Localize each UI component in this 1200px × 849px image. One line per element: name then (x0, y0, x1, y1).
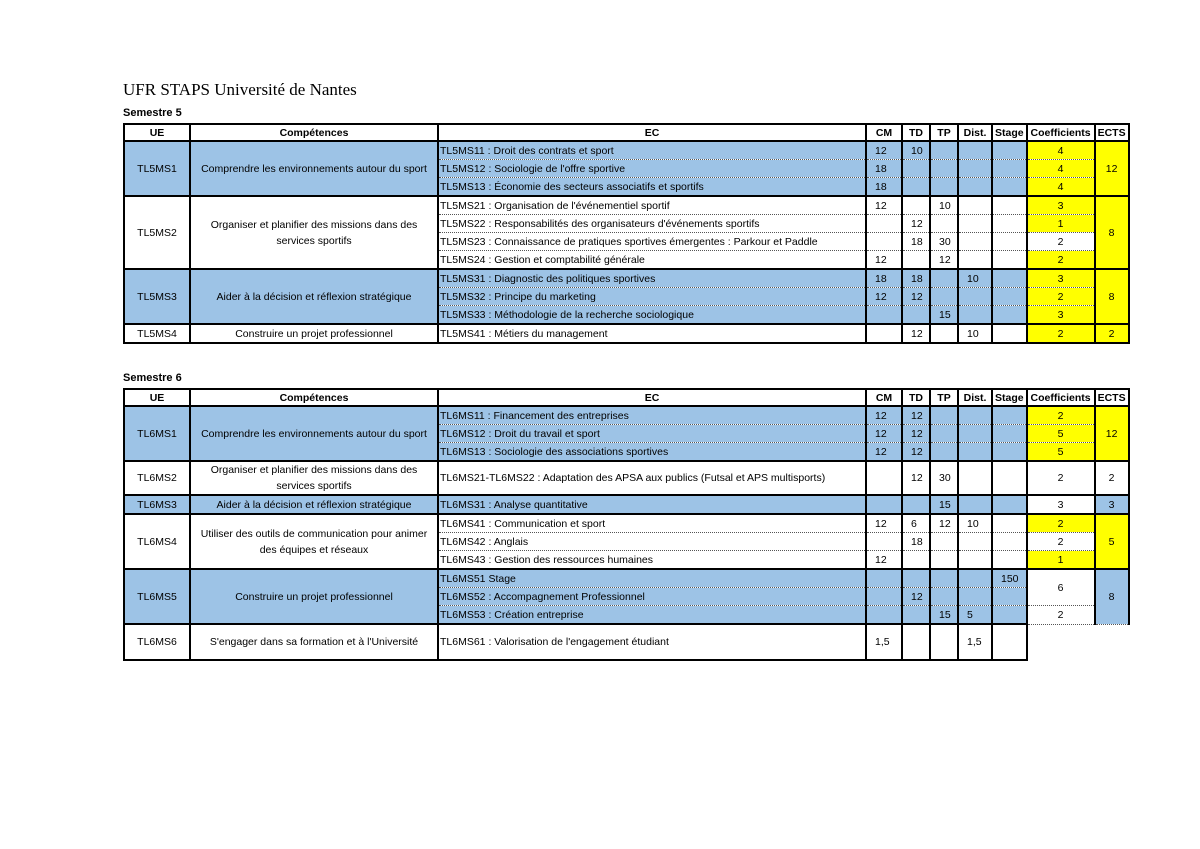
stage-hours (992, 461, 1027, 495)
table-row (124, 461, 1129, 495)
dist-hours (958, 406, 992, 425)
header-td: TD (902, 389, 930, 406)
dist-hours: 10 (958, 269, 992, 288)
header-competence: Compétences (190, 389, 438, 406)
cm-hours: 12 (866, 425, 902, 443)
td-hours (902, 306, 930, 325)
tp-hours: 12 (930, 251, 958, 270)
ec-label: TL6MS52 : Accompagnement Professionnel (438, 588, 866, 606)
cm-hours: 12 (866, 514, 902, 533)
stage-hours (992, 495, 1027, 514)
competence: Aider à la décision et réflexion stratégique (190, 495, 438, 514)
stage-hours (992, 425, 1027, 443)
competence: Organiser et planifier des missions dans des services sportifs (190, 461, 438, 495)
stage-hours (992, 215, 1027, 233)
tp-hours (930, 569, 958, 588)
competence: Aider à la décision et réflexion stratégique (190, 269, 438, 324)
header-ec: EC (438, 389, 866, 406)
tp-hours: 30 (930, 233, 958, 251)
cm-hours: 18 (866, 269, 902, 288)
competence: Comprendre les environnements autour du sport (190, 141, 438, 196)
cm-hours (866, 233, 902, 251)
ects-credits: 8 (1095, 569, 1129, 624)
dist-hours (958, 533, 992, 551)
ec-label: TL6MS53 : Création entreprise (438, 606, 866, 625)
coefficient: 2 (1027, 514, 1095, 533)
dist-hours (958, 215, 992, 233)
table-row (124, 324, 1129, 343)
ects-credits: 12 (1095, 406, 1129, 461)
stage-hours (992, 288, 1027, 306)
stage-hours (992, 588, 1027, 606)
coefficient: 2 (1027, 324, 1095, 343)
coefficient: 2 (1027, 606, 1095, 625)
ects-empty (1095, 624, 1129, 660)
ec-label: TL5MS33 : Méthodologie de la recherche sociologique (438, 306, 866, 325)
stage-hours (992, 514, 1027, 533)
header-tp: TP (930, 389, 958, 406)
cm-hours (866, 588, 902, 606)
tp-hours (930, 406, 958, 425)
ue-code: TL6MS3 (124, 495, 190, 514)
dist-hours: 1,5 (958, 624, 992, 660)
tp-hours: 15 (930, 606, 958, 625)
ects-credits: 5 (1095, 514, 1129, 569)
ue-code: TL6MS5 (124, 569, 190, 624)
ec-label: TL5MS24 : Gestion et comptabilité générale (438, 251, 866, 270)
ec-label: TL6MS43 : Gestion des ressources humaines (438, 551, 866, 570)
stage-hours (992, 160, 1027, 178)
header-stage: Stage (992, 389, 1027, 406)
table-row (124, 624, 1129, 660)
coefficient: 3 (1027, 196, 1095, 215)
header-cm: CM (866, 389, 902, 406)
cm-hours (866, 569, 902, 588)
td-hours: 6 (902, 514, 930, 533)
tp-hours (930, 624, 958, 660)
dist-hours: 5 (958, 606, 992, 625)
header-ects: ECTS (1095, 124, 1129, 141)
cm-hours: 12 (866, 251, 902, 270)
ec-label: TL5MS31 : Diagnostic des politiques sportives (438, 269, 866, 288)
cm-hours (866, 215, 902, 233)
semestre-5-label: Semestre 5 (123, 107, 182, 119)
tp-hours (930, 443, 958, 462)
ue-code: TL6MS2 (124, 461, 190, 495)
dist-hours: 10 (958, 514, 992, 533)
coefficient: 4 (1027, 141, 1095, 160)
ec-label: TL6MS42 : Anglais (438, 533, 866, 551)
tp-hours: 15 (930, 495, 958, 514)
dist-hours (958, 588, 992, 606)
dist-hours (958, 288, 992, 306)
cm-hours (866, 461, 902, 495)
header-dist: Dist. (958, 389, 992, 406)
ue-code: TL6MS4 (124, 514, 190, 569)
table-row (124, 495, 1129, 514)
cm-hours (866, 533, 902, 551)
td-hours: 12 (902, 288, 930, 306)
cm-hours: 12 (866, 141, 902, 160)
header-row (124, 389, 1129, 406)
dist-hours (958, 251, 992, 270)
header-ue: UE (124, 124, 190, 141)
td-hours (902, 569, 930, 588)
tp-hours (930, 160, 958, 178)
coefficient: 4 (1027, 160, 1095, 178)
coefficient: 2 (1027, 233, 1095, 251)
header-competence: Compétences (190, 124, 438, 141)
coefficient: 5 (1027, 443, 1095, 462)
dist-hours (958, 196, 992, 215)
coefficient (1027, 624, 1095, 660)
cm-hours (866, 495, 902, 514)
coefficient: 3 (1027, 306, 1095, 325)
table-row (124, 514, 1129, 533)
tp-hours (930, 425, 958, 443)
stage-hours (992, 306, 1027, 325)
dist-hours (958, 569, 992, 588)
header-ec: EC (438, 124, 866, 141)
ec-label: TL5MS41 : Métiers du management (438, 324, 866, 343)
td-hours (902, 606, 930, 625)
cm-hours (866, 606, 902, 625)
ec-label: TL6MS21-TL6MS22 : Adaptation des APSA aux publics (Futsal et APS multisports) (438, 461, 866, 495)
header-coefficients: Coefficients (1027, 389, 1095, 406)
stage-hours: 150 (992, 569, 1027, 588)
td-hours: 12 (902, 425, 930, 443)
cm-hours: 12 (866, 406, 902, 425)
header-row (124, 124, 1129, 141)
header-dist: Dist. (958, 124, 992, 141)
cm-hours: 12 (866, 551, 902, 570)
tp-hours (930, 269, 958, 288)
coefficient: 1 (1027, 215, 1095, 233)
ue-code: TL5MS3 (124, 269, 190, 324)
header-stage: Stage (992, 124, 1027, 141)
ec-label: TL6MS31 : Analyse quantitative (438, 495, 866, 514)
ects-credits: 2 (1095, 324, 1129, 343)
dist-hours (958, 461, 992, 495)
td-hours: 18 (902, 233, 930, 251)
stage-hours (992, 533, 1027, 551)
td-hours: 12 (902, 324, 930, 343)
coefficient: 2 (1027, 461, 1095, 495)
semestre-6-label: Semestre 6 (123, 372, 182, 384)
cm-hours (866, 324, 902, 343)
tp-hours: 15 (930, 306, 958, 325)
table-row (124, 406, 1129, 425)
ects-credits: 2 (1095, 461, 1129, 495)
stage-hours (992, 141, 1027, 160)
ec-label: TL6MS51 Stage (438, 569, 866, 588)
tp-hours: 12 (930, 514, 958, 533)
ec-label: TL5MS22 : Responsabilités des organisateurs d'événements sportifs (438, 215, 866, 233)
td-hours: 18 (902, 533, 930, 551)
stage-hours (992, 624, 1027, 660)
td-hours (902, 196, 930, 215)
tp-hours (930, 141, 958, 160)
dist-hours (958, 233, 992, 251)
stage-hours (992, 406, 1027, 425)
ec-label: TL6MS12 : Droit du travail et sport (438, 425, 866, 443)
stage-hours (992, 606, 1027, 625)
table-row (124, 196, 1129, 215)
stage-hours (992, 269, 1027, 288)
td-hours: 12 (902, 443, 930, 462)
td-hours: 10 (902, 141, 930, 160)
stage-hours (992, 196, 1027, 215)
dist-hours (958, 551, 992, 570)
td-hours: 12 (902, 588, 930, 606)
coefficient: 6 (1027, 569, 1095, 606)
ec-label: TL6MS61 : Valorisation de l'engagement étudiant (438, 624, 866, 660)
coefficient: 2 (1027, 251, 1095, 270)
stage-hours (992, 251, 1027, 270)
tp-hours (930, 588, 958, 606)
ue-code: TL6MS1 (124, 406, 190, 461)
page-title: UFR STAPS Université de Nantes (123, 80, 357, 99)
ec-label: TL5MS21 : Organisation de l'événementiel sportif (438, 196, 866, 215)
td-hours (902, 495, 930, 514)
ue-code: TL5MS2 (124, 196, 190, 269)
coefficient: 5 (1027, 425, 1095, 443)
td-hours (902, 551, 930, 570)
dist-hours (958, 443, 992, 462)
tp-hours: 30 (930, 461, 958, 495)
td-hours (902, 160, 930, 178)
td-hours (902, 178, 930, 197)
td-hours (902, 251, 930, 270)
td-hours: 12 (902, 461, 930, 495)
tp-hours (930, 551, 958, 570)
dist-hours (958, 178, 992, 197)
semestre-6-table (123, 388, 1130, 661)
ec-label: TL6MS13 : Sociologie des associations sportives (438, 443, 866, 462)
ects-credits: 8 (1095, 269, 1129, 324)
tp-hours (930, 288, 958, 306)
stage-hours (992, 324, 1027, 343)
coefficient: 4 (1027, 178, 1095, 197)
dist-hours (958, 160, 992, 178)
cm-hours: 18 (866, 160, 902, 178)
cm-hours: 18 (866, 178, 902, 197)
ue-code: TL5MS1 (124, 141, 190, 196)
td-hours: 12 (902, 215, 930, 233)
ects-credits: 3 (1095, 495, 1129, 514)
coefficient: 3 (1027, 495, 1095, 514)
coefficient: 1 (1027, 551, 1095, 570)
dist-hours (958, 141, 992, 160)
dist-hours (958, 425, 992, 443)
tp-hours (930, 178, 958, 197)
dist-hours (958, 306, 992, 325)
ec-label: TL5MS13 : Économie des secteurs associatifs et sportifs (438, 178, 866, 197)
tp-hours (930, 533, 958, 551)
ec-label: TL5MS12 : Sociologie de l'offre sportive (438, 160, 866, 178)
td-hours: 18 (902, 269, 930, 288)
header-coefficients: Coefficients (1027, 124, 1095, 141)
competence: Utiliser des outils de communication pour animer des équipes et réseaux (190, 514, 438, 569)
ue-code: TL6MS6 (124, 624, 190, 660)
tp-hours (930, 324, 958, 343)
dist-hours: 10 (958, 324, 992, 343)
header-cm: CM (866, 124, 902, 141)
stage-hours (992, 551, 1027, 570)
cm-hours: 1,5 (866, 624, 902, 660)
tp-hours (930, 215, 958, 233)
header-ects: ECTS (1095, 389, 1129, 406)
cm-hours: 12 (866, 196, 902, 215)
coefficient: 2 (1027, 406, 1095, 425)
ec-label: TL5MS23 : Connaissance de pratiques sportives émergentes : Parkour et Paddle (438, 233, 866, 251)
stage-hours (992, 443, 1027, 462)
table-row (124, 141, 1129, 160)
competence: S'engager dans sa formation et à l'Université (190, 624, 438, 660)
semestre-5-table (123, 123, 1130, 344)
table-row (124, 569, 1129, 588)
header-tp: TP (930, 124, 958, 141)
cm-hours: 12 (866, 443, 902, 462)
competence: Organiser et planifier des missions dans des services sportifs (190, 196, 438, 269)
stage-hours (992, 233, 1027, 251)
coefficient: 3 (1027, 269, 1095, 288)
coefficient: 2 (1027, 533, 1095, 551)
dist-hours (958, 495, 992, 514)
ec-label: TL5MS11 : Droit des contrats et sport (438, 141, 866, 160)
competence: Comprendre les environnements autour du sport (190, 406, 438, 461)
tp-hours: 10 (930, 196, 958, 215)
td-hours (902, 624, 930, 660)
table-row (124, 269, 1129, 288)
td-hours: 12 (902, 406, 930, 425)
ec-label: TL6MS11 : Financement des entreprises (438, 406, 866, 425)
competence: Construire un projet professionnel (190, 569, 438, 624)
cm-hours: 12 (866, 288, 902, 306)
competence: Construire un projet professionnel (190, 324, 438, 343)
header-ue: UE (124, 389, 190, 406)
ec-label: TL6MS41 : Communication et sport (438, 514, 866, 533)
header-td: TD (902, 124, 930, 141)
cm-hours (866, 306, 902, 325)
ects-credits: 12 (1095, 141, 1129, 196)
ue-code: TL5MS4 (124, 324, 190, 343)
ects-credits: 8 (1095, 196, 1129, 269)
coefficient: 2 (1027, 288, 1095, 306)
ec-label: TL5MS32 : Principe du marketing (438, 288, 866, 306)
stage-hours (992, 178, 1027, 197)
